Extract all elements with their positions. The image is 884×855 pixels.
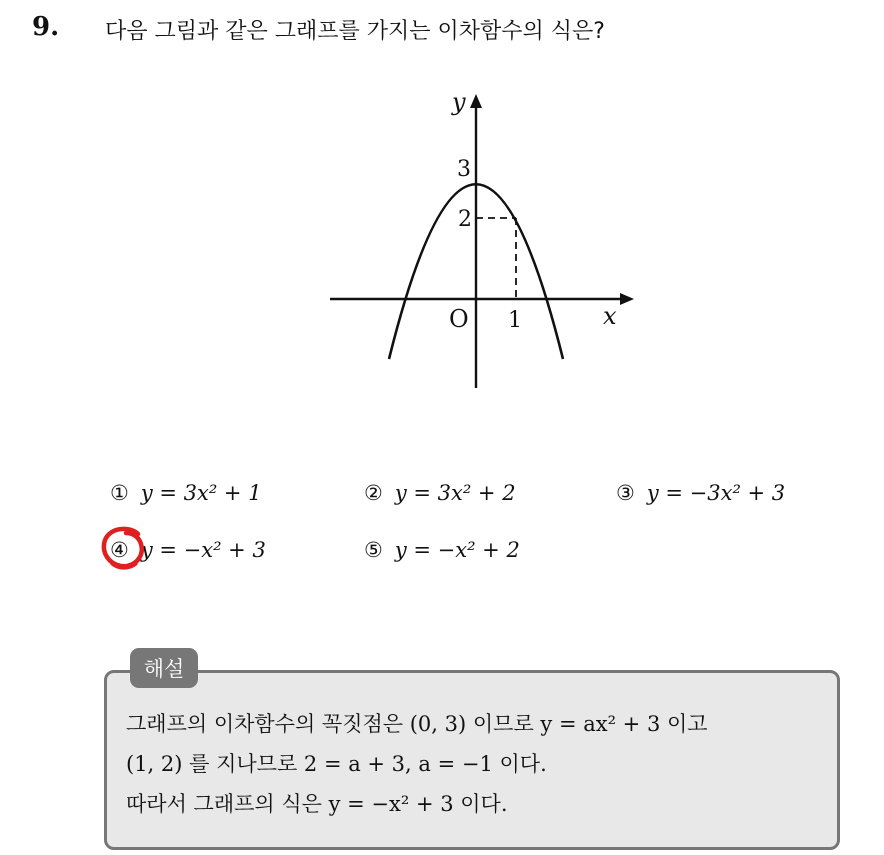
choice-expression: y = −x² + 2 — [394, 538, 520, 562]
choice-expression: y = 3x² + 1 — [140, 481, 262, 505]
x-axis-arrow — [620, 293, 634, 305]
solution-line-2: (1, 2) 를 지나므로 2 = a + 3, a = −1 이다. — [126, 752, 547, 776]
choice-1[interactable] — [110, 481, 262, 505]
choice-number: ⑤ — [364, 538, 383, 562]
choice-5[interactable] — [364, 538, 520, 562]
choice-2[interactable] — [364, 481, 516, 505]
question-number: 9. — [32, 12, 60, 42]
y-tick-2: 2 — [458, 207, 472, 232]
y-axis-label: y — [452, 88, 466, 116]
choice-expression: y = −3x² + 3 — [646, 481, 786, 505]
solution-line-3: 따라서 그래프의 식은 y = −x² + 3 이다. — [126, 792, 508, 816]
solution-line-1: 그래프의 이차함수의 꼭짓점은 (0, 3) 이므로 y = ax² + 3 이고 — [126, 712, 708, 736]
choice-number: ④ — [110, 538, 129, 562]
question-text: 다음 그림과 같은 그래프를 가지는 이차함수의 식은? — [105, 19, 605, 44]
choice-number: ③ — [616, 481, 635, 505]
choice-expression: y = −x² + 3 — [140, 538, 266, 562]
answer-circle-mark — [100, 524, 150, 574]
solution-tag: 해설 — [130, 648, 198, 688]
choice-expression: y = 3x² + 2 — [394, 481, 516, 505]
y-tick-3: 3 — [457, 157, 471, 182]
x-tick-1: 1 — [508, 308, 522, 333]
choice-number: ② — [364, 481, 383, 505]
choice-number: ① — [110, 481, 129, 505]
x-axis-label: x — [603, 302, 617, 330]
choice-3[interactable] — [616, 481, 785, 505]
parabola-graph — [0, 0, 884, 420]
y-axis-arrow — [470, 94, 482, 108]
origin-label: O — [449, 305, 469, 333]
